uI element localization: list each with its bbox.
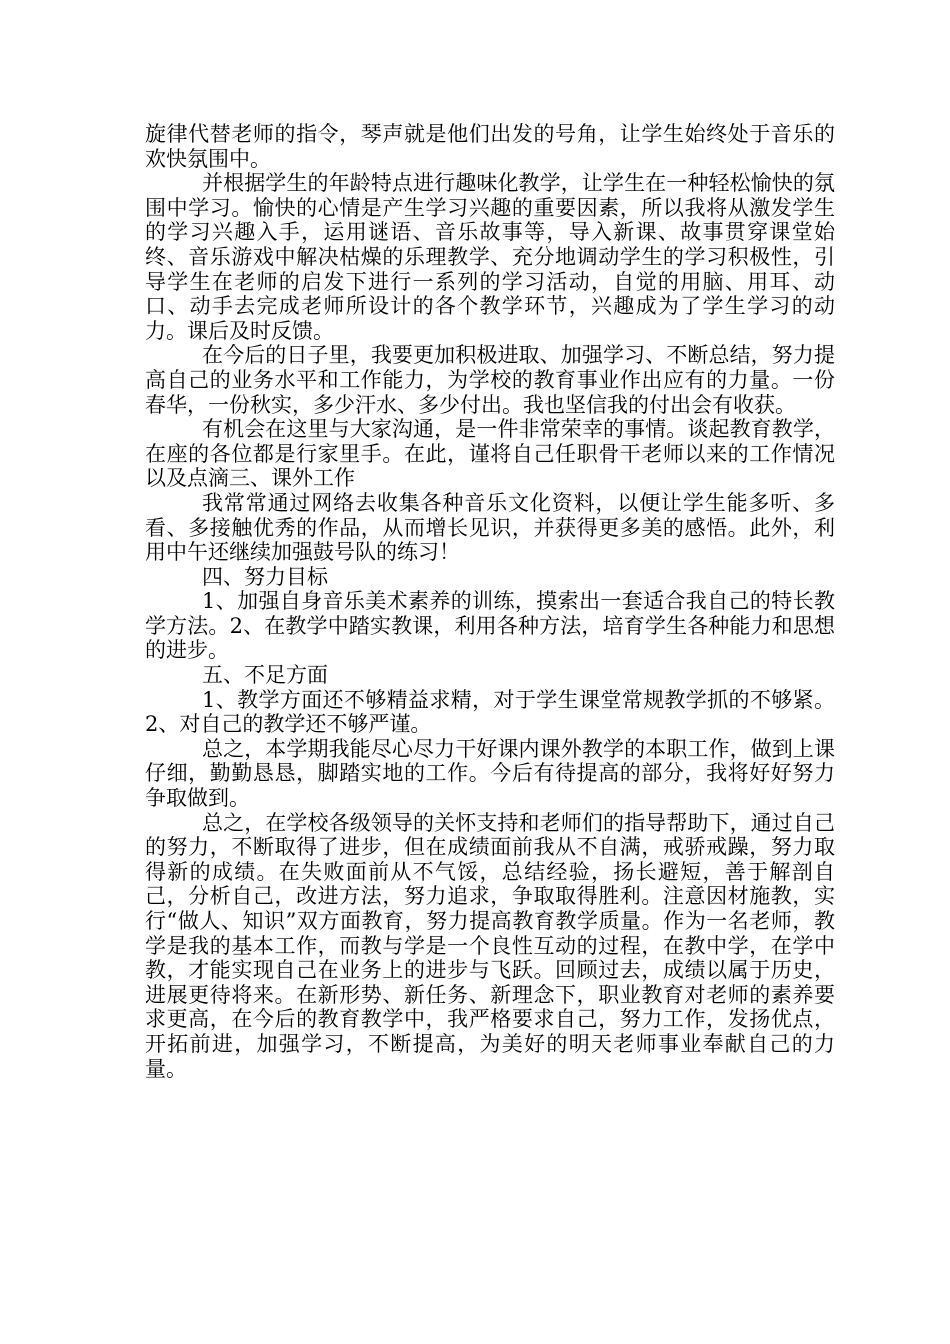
section-heading: 四、努力目标	[202, 564, 328, 589]
paragraph: 总之，本学期我能尽心尽力干好课内课外教学的本职工作，做到上课仔细，勤勤恳恳，脚踏实地的工作。今后有待提高的部分，我将好好努力争取做到。	[145, 736, 835, 811]
paragraph: 旋律代替老师的指令，琴声就是他们出发的号角，让学生始终处于音乐的欢快氛围中。	[145, 122, 835, 171]
paragraph: 在今后的日子里，我要更加积极进取、加强学习、不断总结，努力提高自己的业务水平和工作能力，为学校的教育事业作出应有的力量。一份春华，一份秋实，多少汗水、多少付出。我也坚信我的付出会有收获。	[145, 343, 835, 417]
paragraph: 有机会在这里与大家沟通，是一件非常荣幸的事情。谈起教育教学，在座的各位都是行家里手。在此，谨将自己任职骨干老师以来的工作情况以及点滴三、课外工作	[145, 417, 835, 491]
section-heading: 五、不足方面	[202, 663, 328, 688]
paragraph: 我常常通过网络去收集各种音乐文化资料，以便让学生能多听、多看、多接触优秀的作品，从而增长见识，并获得更多美的感悟。此外，利用中午还继续加强鼓号队的练习！	[145, 490, 835, 565]
paragraph: 1、教学方面还不够精益求精，对于学生课堂常规教学抓的不够紧。2、对自己的教学还不够严谨。	[145, 687, 835, 737]
paragraph: 1、加强自身音乐美术素养的训练，摸索出一套适合我自己的特长教学方法。2、在教学中踏实教课，利用各种方法，培育学生各种能力和思想的进步。	[145, 589, 835, 663]
paragraph: 总之，在学校各级领导的关怀支持和老师们的指导帮助下，通过自己的努力，不断取得了进步，但在成绩面前我从不自满，戒骄戒躁，努力取得新的成绩。在失败面前从不气馁，总结经验，扬长避短，善于解剖自己，分析自己，改进方法，努力追求，争取取得胜利。注意因材施教，实行“做人、知识”双方面教育，努力提高教育教学质量。作为一名老师，教学是我的基本工作，而教与学是一个良性互动的过程，在教中学，在学中教，才能实现自己在业务上的进步与飞跃。回顾过去，成绩以属于历史，进展更待将来。在新形势、新任务、新理念下，职业教育对老师的素养要求更高，在今后的教育教学中，我严格要求自己，努力工作，发扬优点，开拓前进，加强学习，不断提高，为美好的明天老师事业奉献自己的力量。	[145, 810, 835, 1081]
document-page	[145, 122, 835, 1081]
paragraph: 并根据学生的年龄特点进行趣味化教学，让学生在一种轻松愉快的氛围中学习。愉快的心情是产生学习兴趣的重要因素，所以我将从激发学生的学习兴趣入手，运用谜语、音乐故事等，导入新课、故事贯穿课堂始终、音乐游戏中解决枯燥的乐理教学、充分地调动学生的学习积极性，引导学生在老师的启发下进行一系列的学习活动，自觉的用脑、用耳、动口、动手去完成老师所设计的各个教学环节，兴趣成为了学生学习的动力。课后及时反馈。	[145, 171, 835, 343]
